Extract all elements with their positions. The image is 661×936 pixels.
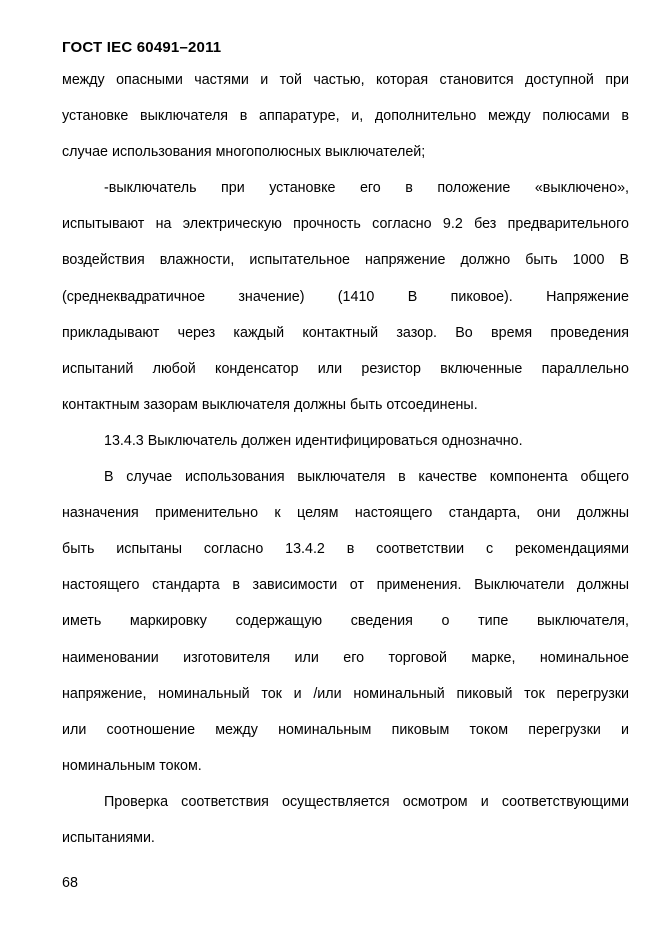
text-line: номинальным током. [62,757,202,774]
paragraph-dielectric-test [62,170,629,423]
text-line: -выключатель при установке его в положение «выключено», [104,180,629,197]
text-line: иметь маркировку содержащую сведения о типе выключателя, [62,613,629,630]
text-line: Проверка соответствия осуществляется осмотром и соответствующими [104,793,629,810]
text-line: или соотношение между номинальным пиковым током перегрузки и [62,721,629,738]
document-body [62,62,629,856]
text-line: установке выключателя в аппаратуре, и, дополнительно между полюсами в [62,108,629,125]
paragraph-continuation [62,62,629,170]
paragraph-13-4-3 [62,423,629,459]
text-line: прикладывают через каждый контактный зазор. Во время проведения [62,324,629,341]
text-line: 13.4.3 Выключатель должен идентифицироваться однозначно. [104,432,523,449]
text-line: испытывают на электрическую прочность согласно 9.2 без предварительного [62,216,629,233]
paragraph-conformity-check [62,784,629,856]
text-line: воздействия влажности, испытательное напряжение должно быть 1000 В [62,252,629,269]
text-line: назначения применительно к целям настоящего стандарта, они должны [62,505,629,522]
text-line: напряжение, номинальный ток и /или номинальный пиковый ток перегрузки [62,685,629,702]
page-number: 68 [62,875,78,891]
text-line: быть испытаны согласно 13.4.2 в соответствии с рекомендациями [62,541,629,558]
text-line: (среднеквадратичное значение) (1410 В пиковое). Напряжение [62,288,629,305]
text-line: между опасными частями и той частью, которая становится доступной при [62,72,629,88]
text-line: наименовании изготовителя или его торговой марке, номинальное [62,649,629,666]
text-line: контактным зазорам выключателя должны быть отсоединены. [62,396,478,413]
text-line: испытаний любой конденсатор или резистор включенные параллельно [62,360,629,377]
document-header: ГОСТ IEC 60491–2011 [62,39,222,56]
text-line: настоящего стандарта в зависимости от применения. Выключатели должны [62,577,629,594]
text-line: В случае использования выключателя в качестве компонента общего [104,469,629,486]
paragraph-general-purpose [62,459,629,784]
text-line: случае использования многополюсных выключателей; [62,144,426,161]
text-line: испытаниями. [62,829,155,846]
